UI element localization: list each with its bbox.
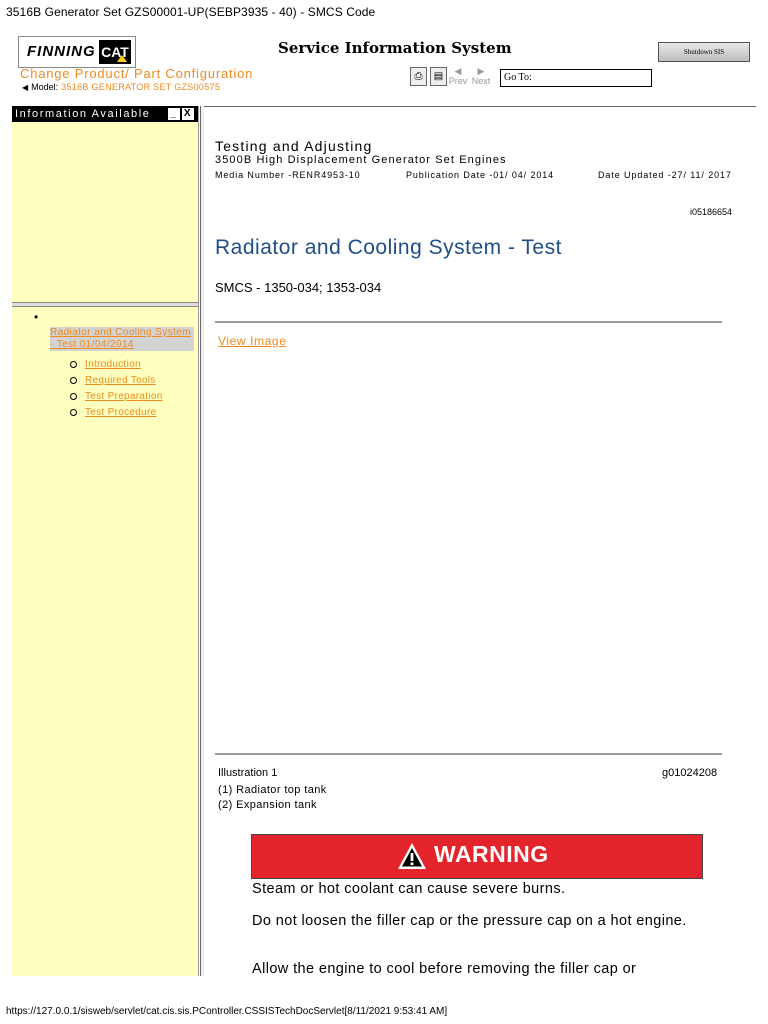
print-icon[interactable]: ⎙ xyxy=(410,67,427,86)
finning-logo-text: FINNING xyxy=(27,43,96,60)
illustration-label: Illustration 1 xyxy=(218,767,278,779)
left-panel xyxy=(12,106,199,976)
next-arrow-icon: ▶ xyxy=(477,66,485,76)
document-type: Testing and Adjusting xyxy=(215,138,373,154)
close-icon[interactable]: X xyxy=(183,108,193,119)
warning-paragraph: Steam or hot coolant can cause severe burns. xyxy=(252,881,566,897)
list-item xyxy=(70,405,163,421)
current-document-link[interactable]: Radiator and Cooling System - Test 01/04/2014 xyxy=(50,327,194,351)
illustration-id: g01024208 xyxy=(662,767,718,779)
tree-bullet-icon: • xyxy=(34,310,39,324)
left-panel-title: Information Available xyxy=(15,108,151,120)
circle-bullet-icon xyxy=(70,361,77,368)
divider xyxy=(215,753,722,755)
publication-date: Publication Date -01/ 04/ 2014 xyxy=(406,170,555,180)
shutdown-sis-button[interactable]: Shutdown SIS xyxy=(658,42,750,62)
list-item xyxy=(70,357,163,373)
circle-bullet-icon xyxy=(70,393,77,400)
caption-item: (1) Radiator top tank xyxy=(218,784,327,796)
page-url-footer: https://127.0.0.1/sisweb/servlet/cat.cis.sis.PController.CSSISTechDocServlet[8/11/2021 9:53:41 AM] xyxy=(6,1006,448,1017)
section-link-introduction[interactable]: Introduction xyxy=(85,359,141,370)
section-link-test-procedure[interactable]: Test Procedure xyxy=(85,407,157,418)
media-number: Media Number -RENR4953-10 xyxy=(215,170,361,180)
goto-field[interactable]: Go To: xyxy=(500,69,652,87)
prev-label: Prev xyxy=(448,76,468,86)
model-line xyxy=(22,82,220,92)
content-frame-top-border xyxy=(200,106,756,107)
left-panel-header xyxy=(12,106,198,122)
caption-item: (2) Expansion tank xyxy=(218,799,317,811)
warning-paragraph: Do not loosen the filler cap or the pressure cap on a hot engine. xyxy=(252,913,687,929)
circle-bullet-icon xyxy=(70,409,77,416)
view-image-link[interactable]: View Image xyxy=(218,334,287,348)
next-label: Next xyxy=(471,76,491,86)
model-label: Model: xyxy=(31,82,59,92)
list-item xyxy=(70,389,163,405)
section-link-required-tools[interactable]: Required Tools xyxy=(85,375,156,386)
next-button[interactable] xyxy=(470,66,492,86)
frame-divider[interactable] xyxy=(200,106,204,976)
divider xyxy=(215,321,722,323)
document-subtitle: 3500B High Displacement Generator Set Engines xyxy=(215,154,507,166)
warning-label: WARNING xyxy=(434,841,549,867)
list-item xyxy=(70,373,163,389)
warning-triangle-icon xyxy=(397,842,427,870)
section-link-test-preparation[interactable]: Test Preparation xyxy=(85,391,163,402)
date-updated: Date Updated -27/ 11/ 2017 xyxy=(598,170,732,180)
back-arrow-icon[interactable]: ◀ xyxy=(22,83,29,92)
document-id: i05186654 xyxy=(690,207,733,217)
app-title: Service Information System xyxy=(278,39,512,57)
document-icon[interactable]: ▤ xyxy=(430,67,447,86)
section-list xyxy=(70,357,163,421)
page-title: Radiator and Cooling System - Test xyxy=(215,236,562,259)
cat-logo-icon: CAT xyxy=(99,40,131,64)
change-configuration-link[interactable]: Change Product/ Part Configuration xyxy=(20,66,254,81)
prev-arrow-icon: ◀ xyxy=(454,66,462,76)
minimize-icon[interactable]: _ xyxy=(168,108,180,120)
window-title: 3516B Generator Set GZS00001-UP(SEBP3935 - 40) - SMCS Code xyxy=(6,5,376,19)
smcs-code: SMCS - 1350-034; 1353-034 xyxy=(215,280,382,295)
warning-banner xyxy=(251,834,703,879)
finning-cat-logo xyxy=(18,36,136,68)
circle-bullet-icon xyxy=(70,377,77,384)
warning-paragraph: Allow the engine to cool before removing the filler cap or xyxy=(252,961,637,977)
panel-splitter[interactable] xyxy=(12,302,198,307)
model-value-link[interactable]: 3516B GENERATOR SET GZS00575 xyxy=(61,82,221,92)
prev-button[interactable] xyxy=(447,66,469,86)
